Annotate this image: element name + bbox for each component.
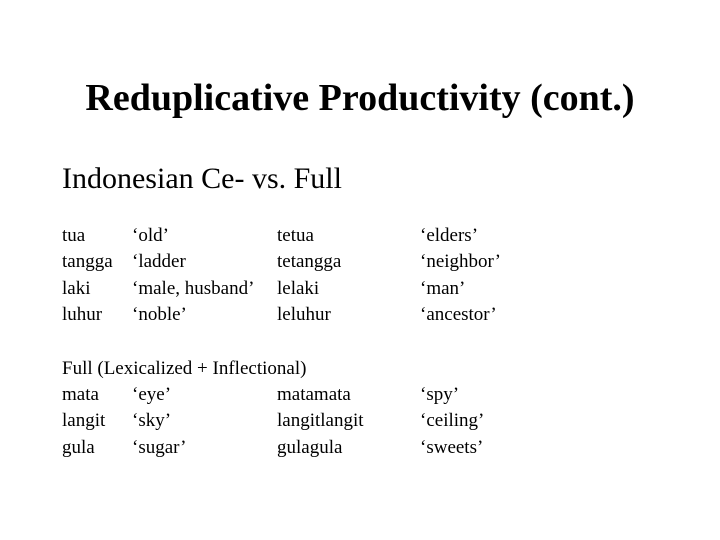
derived-word: matamata	[277, 384, 351, 405]
derived-word: lelaki	[277, 277, 320, 299]
table-row	[62, 277, 622, 303]
derived-gloss: ‘spy’	[420, 384, 460, 405]
section-label: Full (Lexicalized + Inflectional)	[62, 358, 307, 379]
base-gloss: ‘eye’	[132, 384, 172, 405]
base-gloss: ‘noble’	[132, 303, 187, 325]
table-row	[62, 250, 622, 276]
derived-gloss: ‘neighbor’	[420, 251, 501, 273]
derived-gloss: ‘ceiling’	[420, 410, 485, 432]
derived-word: tetangga	[277, 251, 342, 273]
base-word: laki	[62, 277, 91, 299]
derived-gloss: ‘man’	[420, 277, 466, 299]
base-word: luhur	[62, 303, 103, 325]
base-word: tua	[62, 225, 86, 246]
base-word: gula	[62, 436, 95, 458]
base-word: tangga	[62, 251, 113, 273]
table-row	[62, 383, 622, 409]
full-reduplication-table	[62, 383, 622, 462]
derived-gloss: ‘elders’	[420, 225, 479, 246]
table-row	[62, 436, 622, 462]
ce-reduplication-table	[62, 224, 622, 329]
base-word: langit	[62, 410, 106, 432]
table-row	[62, 409, 622, 435]
slide-subtitle: Indonesian Ce- vs. Full	[62, 162, 342, 195]
base-gloss: ‘ladder	[132, 251, 186, 273]
base-gloss: ‘male, husband’	[132, 277, 255, 299]
slide-title: Reduplicative Productivity (cont.)	[85, 77, 635, 119]
derived-gloss: ‘ancestor’	[420, 303, 497, 325]
derived-word: langitlangit	[277, 410, 364, 432]
base-word: mata	[62, 384, 99, 405]
derived-word: leluhur	[277, 303, 331, 325]
derived-word: gulagula	[277, 436, 343, 458]
derived-gloss: ‘sweets’	[420, 436, 484, 458]
table-row	[62, 224, 622, 250]
base-gloss: ‘old’	[132, 225, 169, 246]
base-gloss: ‘sky’	[132, 410, 172, 432]
table-row	[62, 303, 622, 329]
base-gloss: ‘sugar’	[132, 436, 187, 458]
derived-word: tetua	[277, 225, 314, 246]
